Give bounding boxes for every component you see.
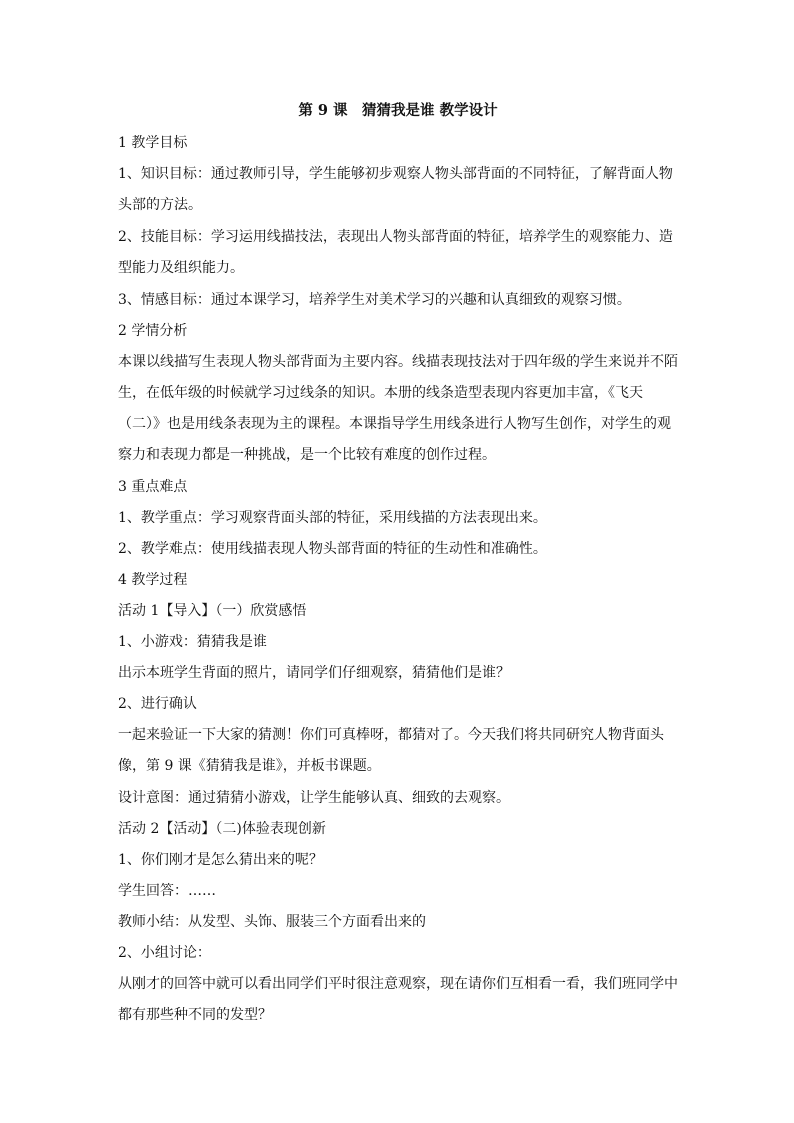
paragraph-design-intent: 设计意图：通过猜猜小游戏，让学生能够认真、细致的去观察。 (118, 790, 510, 806)
paragraph-key-point: 1、教学重点：学习观察背面头部的特征，采用线描的方法表现出来。 (118, 510, 547, 526)
paragraph-difficulty: 2、教学难点：使用线描表现人物头部背面的特征的生动性和准确性。 (118, 541, 547, 557)
section-heading-analysis: 2 学情分析 (118, 323, 188, 339)
activity-2-heading: 活动 2【活动】（二)体验表现创新 (118, 821, 326, 837)
paragraph-show-photos: 出示本班学生背面的照片，请同学们仔细观察，猜猜他们是谁？ (118, 665, 510, 681)
document-title: 第 9 课 猜猜我是谁 教学设计 (298, 102, 498, 119)
paragraph-teacher-summary: 教师小结：从发型、头饰、服装三个方面看出来的 (118, 914, 426, 930)
list-item-group-discussion: 2、小组讨论： (118, 945, 211, 961)
document-page (118, 101, 678, 1037)
list-item-confirm: 2、进行确认 (118, 696, 197, 712)
paragraph-student-answer: 学生回答：…… (118, 883, 216, 899)
section-heading-objectives: 1 教学目标 (118, 135, 188, 151)
section-heading-key-points: 3 重点难点 (118, 479, 188, 495)
list-item-question: 1、你们刚才是怎么猜出来的呢？ (118, 852, 323, 868)
paragraph-knowledge-goal: 1、知识目标：通过教师引导，学生能够初步观察人物头部背面的不同特征，了解背面人物头部的方法。 (118, 166, 673, 213)
paragraph-hairstyles: 从刚才的回答中就可以看出同学们平时很注意观察，现在请你们互相看一看，我们班同学中都有那些种不同的发型？ (118, 976, 678, 1023)
paragraph-verify: 一起来验证一下大家的猜测！你们可真棒呀，都猜对了。今天我们将共同研究人物背面头像，第 9 课《猜猜我是谁》，并板书课题。 (118, 727, 664, 774)
section-heading-process: 4 教学过程 (118, 572, 188, 588)
paragraph-skill-goal: 2、技能目标：学习运用线描技法，表现出人物头部背面的特征，培养学生的观察能力、造型能力及组织能力。 (118, 229, 673, 276)
paragraph-analysis: 本课以线描写生表现人物头部背面为主要内容。线描表现技法对于四年级的学生来说并不陌生，在低年级的时候就学习过线条的知识。本册的线条造型表现内容更加丰富，《飞天（二）》也是用线条表现为主的课程。本课指导学生用线条进行人物写生创作，对学生的观察力和表现力都是一种挑战，是一个比较有难度的创作过程。 (118, 354, 678, 463)
paragraph-emotion-goal: 3、情感目标：通过本课学习，培养学生对美术学习的兴趣和认真细致的观察习惯。 (118, 292, 631, 308)
activity-1-heading: 活动 1【导入】（一）欣赏感悟 (118, 603, 307, 619)
list-item-game: 1、小游戏：猜猜我是谁 (118, 634, 267, 650)
